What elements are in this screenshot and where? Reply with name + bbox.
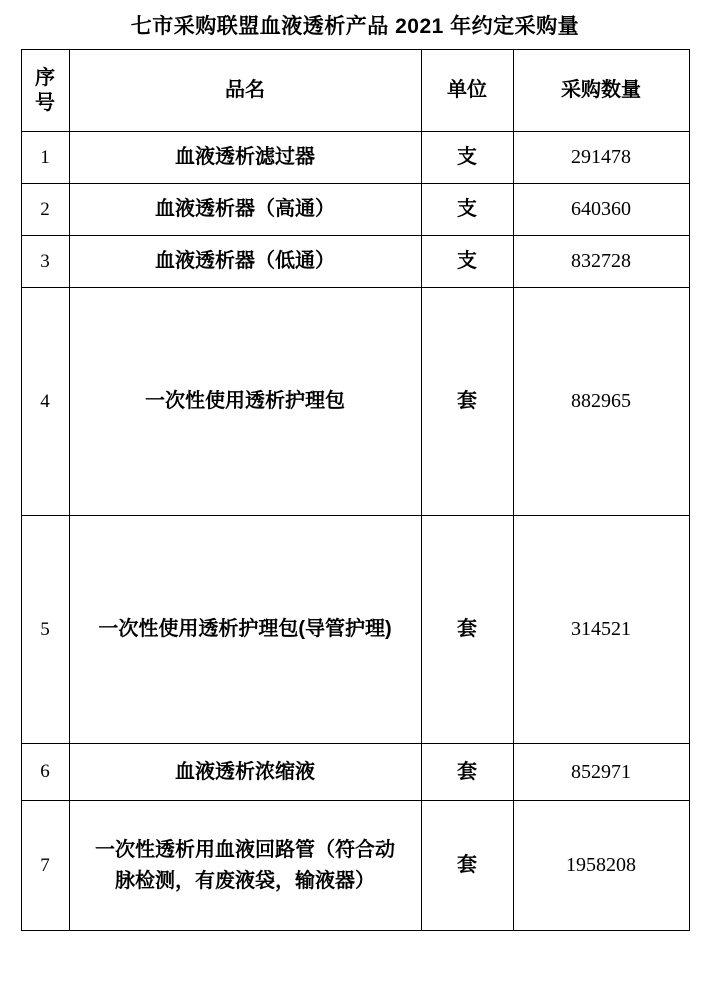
column-header-index	[21, 50, 69, 132]
cell-name	[69, 801, 421, 931]
cell-name-text: 血液透析滤过器	[175, 146, 315, 168]
cell-unit: 支	[421, 236, 513, 288]
cell-name-text: 血液透析器（低通）	[155, 250, 335, 272]
table-row	[21, 236, 689, 288]
cell-unit: 套	[421, 516, 513, 744]
cell-name-text: 一次性使用透析护理包	[145, 390, 345, 412]
purchase-quantity-table	[21, 49, 690, 931]
cell-unit: 套	[421, 288, 513, 516]
table-row	[21, 184, 689, 236]
cell-name-text: 血液透析浓缩液	[175, 760, 315, 783]
cell-quantity: 852971	[513, 744, 689, 801]
cell-unit: 支	[421, 184, 513, 236]
column-header-quantity: 采购数量	[513, 50, 689, 132]
cell-quantity: 314521	[513, 516, 689, 744]
cell-quantity: 832728	[513, 236, 689, 288]
table-row	[21, 801, 689, 931]
table-row	[21, 288, 689, 516]
cell-index: 7	[21, 801, 69, 931]
cell-name-text: 一次性透析用血液回路管（符合动脉检测，有废液袋，输液器）	[95, 838, 395, 892]
cell-quantity: 1958208	[513, 801, 689, 931]
cell-unit: 支	[421, 132, 513, 184]
cell-name	[69, 132, 421, 184]
cell-unit: 套	[421, 744, 513, 801]
cell-name	[69, 288, 421, 516]
table-row	[21, 744, 689, 801]
cell-name	[69, 516, 421, 744]
cell-index: 3	[21, 236, 69, 288]
column-header-index-char2: 号	[35, 91, 55, 114]
table-row	[21, 132, 689, 184]
table-header-row	[21, 50, 689, 132]
cell-name	[69, 744, 421, 801]
cell-name	[69, 184, 421, 236]
column-header-name: 品名	[69, 50, 421, 132]
cell-index: 6	[21, 744, 69, 801]
column-header-index-char1: 序	[35, 66, 55, 89]
cell-index: 4	[21, 288, 69, 516]
cell-index: 5	[21, 516, 69, 744]
cell-index: 2	[21, 184, 69, 236]
cell-index: 1	[21, 132, 69, 184]
cell-name-text: 一次性使用透析护理包(导管护理)	[98, 618, 392, 640]
column-header-unit: 单位	[421, 50, 513, 132]
cell-name-text: 血液透析器（高通）	[155, 198, 335, 220]
table-row	[21, 516, 689, 744]
page-title: 七市采购联盟血液透析产品 2021 年约定采购量	[130, 15, 580, 38]
cell-quantity: 291478	[513, 132, 689, 184]
cell-unit: 套	[421, 801, 513, 931]
cell-quantity: 640360	[513, 184, 689, 236]
cell-name	[69, 236, 421, 288]
cell-quantity: 882965	[513, 288, 689, 516]
